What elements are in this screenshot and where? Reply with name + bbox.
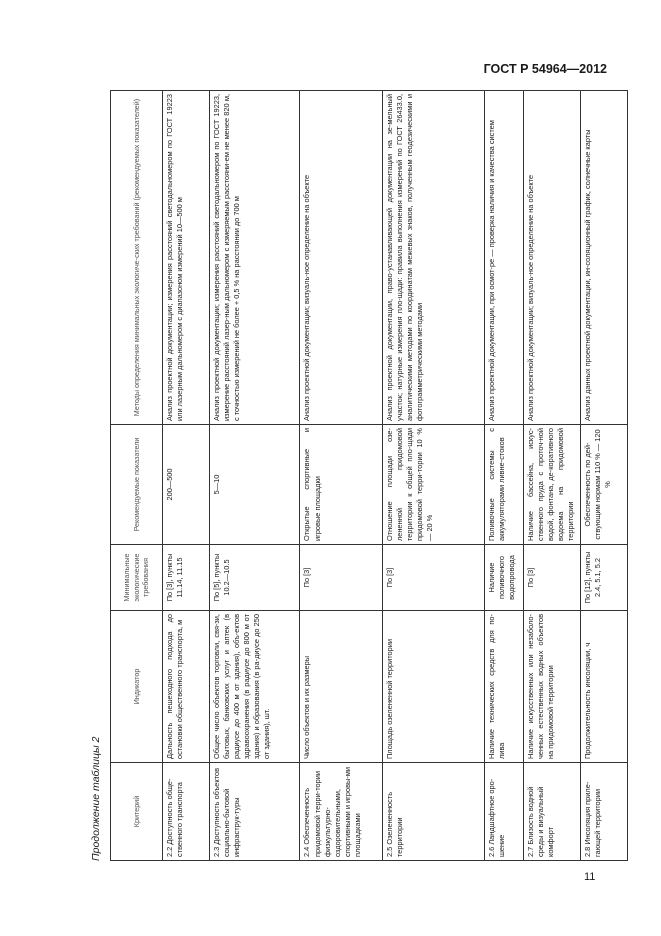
header-method: Методы определения минимальных экологиче-ских требований (рекомендуемых показателей)	[111, 91, 163, 425]
cell-minimum: Наличие поливочного водопровода	[485, 545, 524, 611]
header-criterion: Критерий	[111, 763, 163, 861]
rotated-table-area	[88, 91, 633, 861]
cell-indicator: Площадь озелененной территории	[382, 611, 485, 763]
cell-method: Анализ проектной документации; измерения расстояний светодальномером по ГОСТ 19223 или лазерным дальномером с диапазоном измерений 10—500 м	[163, 91, 210, 425]
page-number: 11	[584, 871, 596, 883]
cell-minimum: По [12], пункты 2.4, 5.1, 5.2	[580, 545, 627, 611]
header-minimum: Минимальные экологические требования	[111, 545, 163, 611]
cell-recommended: Поливочные системы с аккумуляторами ливне-стоков	[485, 425, 524, 545]
cell-minimum: По [3]	[300, 545, 382, 611]
cell-minimum: По [3]	[382, 545, 485, 611]
cell-recommended: Обеспеченность по дей-ствующим нормам 110 % — 120 %	[580, 425, 627, 545]
table-caption: Продолжение таблицы 2	[90, 736, 102, 861]
table-row	[382, 91, 485, 861]
cell-indicator: Наличие технических средств для по-лива	[485, 611, 524, 763]
cell-criterion: 2.8 Инсоляция прилe-гающей территории	[580, 763, 627, 861]
cell-method: Анализ проектной документации; визуаль-ное определение на объекте	[524, 91, 581, 425]
criteria-table	[110, 90, 628, 861]
header-recommended: Рекомендуемые показатели	[111, 425, 163, 545]
cell-criterion: 2.6 Ландшафтное оро-шение	[485, 763, 524, 861]
cell-minimum: По [5], пункты 10.2—10.5	[210, 545, 300, 611]
cell-indicator: Общее число объектов торговли, свя-зи, бытовых, банковских услуг и аптек (в радиусе до 400 м от здания), объ-ектов здравоохранения (в радиусе до 800 м от здания) и образования (в ра-диусе до 250 от здания), шт.	[210, 611, 300, 763]
table-row	[300, 91, 382, 861]
cell-method: Анализ проектной документации, право-устанавливающей документации на зе-мельный участок; натурные измерения пло-щади: правила выполнения измерений по ГОСТ 26433.0, аналитическими методами по координатам межевых знаков, полученным геодезическими и фотограмметрическими методами	[382, 91, 485, 425]
cell-recommended: Наличие бассейна, искус-ственного пруда с проточ-ной водой, фонтана, де-коративного водоема на придомовой территории	[524, 425, 581, 545]
table-row	[485, 91, 524, 861]
cell-criterion: 2.3 Доступность объектов социально-бытовой инфраструк-туры	[210, 763, 300, 861]
table-row	[210, 91, 300, 861]
header-indicator: Индикатор	[111, 611, 163, 763]
table-row	[163, 91, 210, 861]
cell-recommended: Открытые спортивные и игровые площадки	[300, 425, 382, 545]
cell-criterion: 2.2 Доступность обще-ственного транспорта	[163, 763, 210, 861]
cell-recommended: Отношение площади озе-лененной придомовой территории к общей пло-щади придомовой терри-тории 10 % — 20 %	[382, 425, 485, 545]
table-row	[524, 91, 581, 861]
cell-criterion: 2.4 Обеспеченность придомовой терри-тории физкультурно-оздоровительными, спортивными и игровы-ми площадками	[300, 763, 382, 861]
cell-method: Анализ данных проектной документации, ин-соляционный график, солнечные карты	[580, 91, 627, 425]
cell-indicator: Продолжительность инсоляции, ч	[580, 611, 627, 763]
document-id: ГОСТ Р 54964—2012	[483, 62, 607, 76]
cell-minimum: По [3], пункты 11.14, 11.15	[163, 545, 210, 611]
table-row	[580, 91, 627, 861]
cell-indicator: Число объектов и их размеры	[300, 611, 382, 763]
cell-indicator: Дальность пешеходного подхода до остановки общественного транспорта, м	[163, 611, 210, 763]
cell-recommended: 200—500	[163, 425, 210, 545]
cell-method: Анализ проектной документации; измерения расстояний светодальномером по ГОСТ 19223, измерение расстояний лазер-ным дальномером с измеряемым расстояни-ем не менее 820 м, с точностью измерений не более + 0,5 % на расстоянии до 700 м	[210, 91, 300, 425]
cell-recommended: 5—10	[210, 425, 300, 545]
cell-method: Анализ проектной документации; визуаль-ное определение на объекте	[300, 91, 382, 425]
cell-criterion: 2.7 Близость водной среды и визуальный комфорт	[524, 763, 581, 861]
cell-indicator: Наличие искусственных или незаболо-ченных естественных водных объектов на придомовой территории	[524, 611, 581, 763]
table-header-row	[111, 91, 163, 861]
cell-method: Анализ проектной документации, при осмот-ре — проверка наличия и качества систем	[485, 91, 524, 425]
cell-minimum: По [3]	[524, 545, 581, 611]
cell-criterion: 2.5 Озелененность территории	[382, 763, 485, 861]
